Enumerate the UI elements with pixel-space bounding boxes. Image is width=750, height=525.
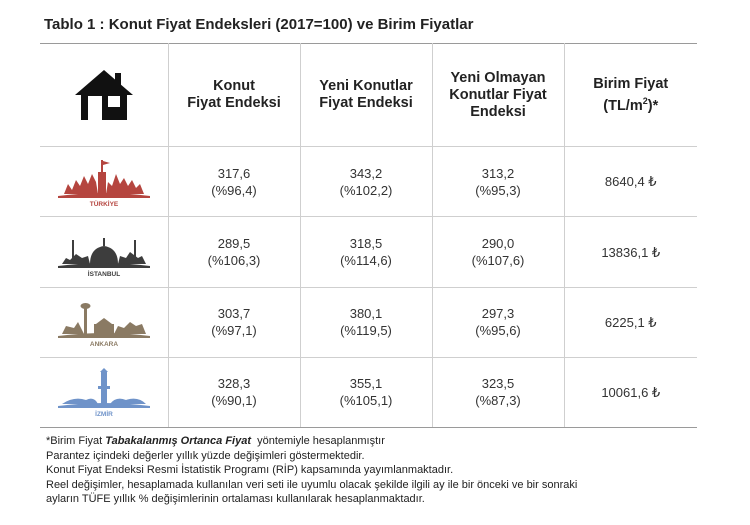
cell-ankara-birim-fiyat: 6225,1 ₺: [564, 287, 697, 357]
city-logo-istanbul: [40, 217, 168, 287]
col-header-yeni-konutlar: Yeni Konutlar Fiyat Endeksi: [300, 44, 432, 147]
footnote-4: Reel değişimler, hesaplamada kullanılan veri seti ile uyumlu olacak şekilde ilgili ay ile bir önceki ve bir sonraki: [46, 478, 578, 491]
header-row: [40, 44, 697, 147]
cell-istanbul-yeni: 318,5 (%114,6): [300, 217, 432, 287]
cell-turkiye-birim-fiyat: 8640,4 ₺: [564, 147, 697, 217]
cell-izmir-yeni-olmayan: 323,5 (%87,3): [432, 357, 564, 427]
table-row: [40, 357, 697, 427]
col-header-yeni-olmayan-konutlar: Yeni Olmayan Konutlar Fiyat Endeksi: [432, 44, 564, 147]
cell-izmir-konut: 328,3 (%90,1): [168, 357, 300, 427]
col-header-birim-fiyat: Birim Fiyat $(TL/m^2)*$: [564, 44, 697, 147]
svg-text:ANKARA: ANKARA: [89, 341, 118, 349]
header-icon-cell: [40, 44, 168, 147]
price-index-table: [40, 43, 697, 428]
table-title: Tablo 1 : Konut Fiyat Endeksleri (2017=100) ve Birim Fiyatlar: [44, 16, 474, 33]
city-logo-ankara: [40, 287, 168, 357]
house-icon: [71, 66, 137, 124]
cell-turkiye-yeni-olmayan: 313,2 (%95,3): [432, 147, 564, 217]
cell-istanbul-birim-fiyat: 13836,1 ₺: [564, 217, 697, 287]
cell-izmir-yeni: 355,1 (%105,1): [300, 357, 432, 427]
cell-turkiye-yeni: 343,2 (%102,2): [300, 147, 432, 217]
cell-izmir-birim-fiyat: 10061,6 ₺: [564, 357, 697, 427]
cell-istanbul-konut: 289,5 (%106,3): [168, 217, 300, 287]
footnote-3: Konut Fiyat Endeksi Resmi İstatistik Programı (RİP) kapsamında yayımlanmaktadır.: [46, 464, 454, 477]
ankara-skyline-icon: [54, 296, 154, 348]
cell-turkiye-konut: 317,6 (%96,4): [168, 147, 300, 217]
col-header-konut-fiyat-endeksi: Konut Fiyat Endeksi: [168, 44, 300, 147]
table-row: [40, 147, 697, 217]
footnote-2: Parantez içindeki değerler yıllık yüzde değişimleri göstermektedir.: [46, 449, 365, 462]
svg-text:TÜRKİYE: TÜRKİYE: [89, 200, 119, 208]
table-row: [40, 287, 697, 357]
izmir-skyline-icon: [54, 366, 154, 418]
city-logo-turkiye: [40, 147, 168, 217]
svg-text:İZMİR: İZMİR: [94, 411, 113, 419]
table-row: [40, 217, 697, 287]
city-logo-izmir: [40, 357, 168, 427]
turkiye-skyline-icon: [54, 156, 154, 208]
footnote-1: *Birim Fiyat Tabakalanmış Ortanca Fiyat yöntemiyle hesaplanmıştır: [46, 435, 385, 447]
cell-ankara-yeni-olmayan: 297,3 (%95,6): [432, 287, 564, 357]
footnotes: [46, 434, 726, 507]
istanbul-skyline-icon: [54, 226, 154, 278]
cell-ankara-konut: 303,7 (%97,1): [168, 287, 300, 357]
footnote-5: ayların TÜFE yıllık % değişimlerinin ortalaması kullanılarak hesaplanmaktadır.: [46, 493, 425, 506]
cell-istanbul-yeni-olmayan: 290,0 (%107,6): [432, 217, 564, 287]
svg-text:İSTANBUL: İSTANBUL: [87, 271, 120, 279]
cell-ankara-yeni: 380,1 (%119,5): [300, 287, 432, 357]
